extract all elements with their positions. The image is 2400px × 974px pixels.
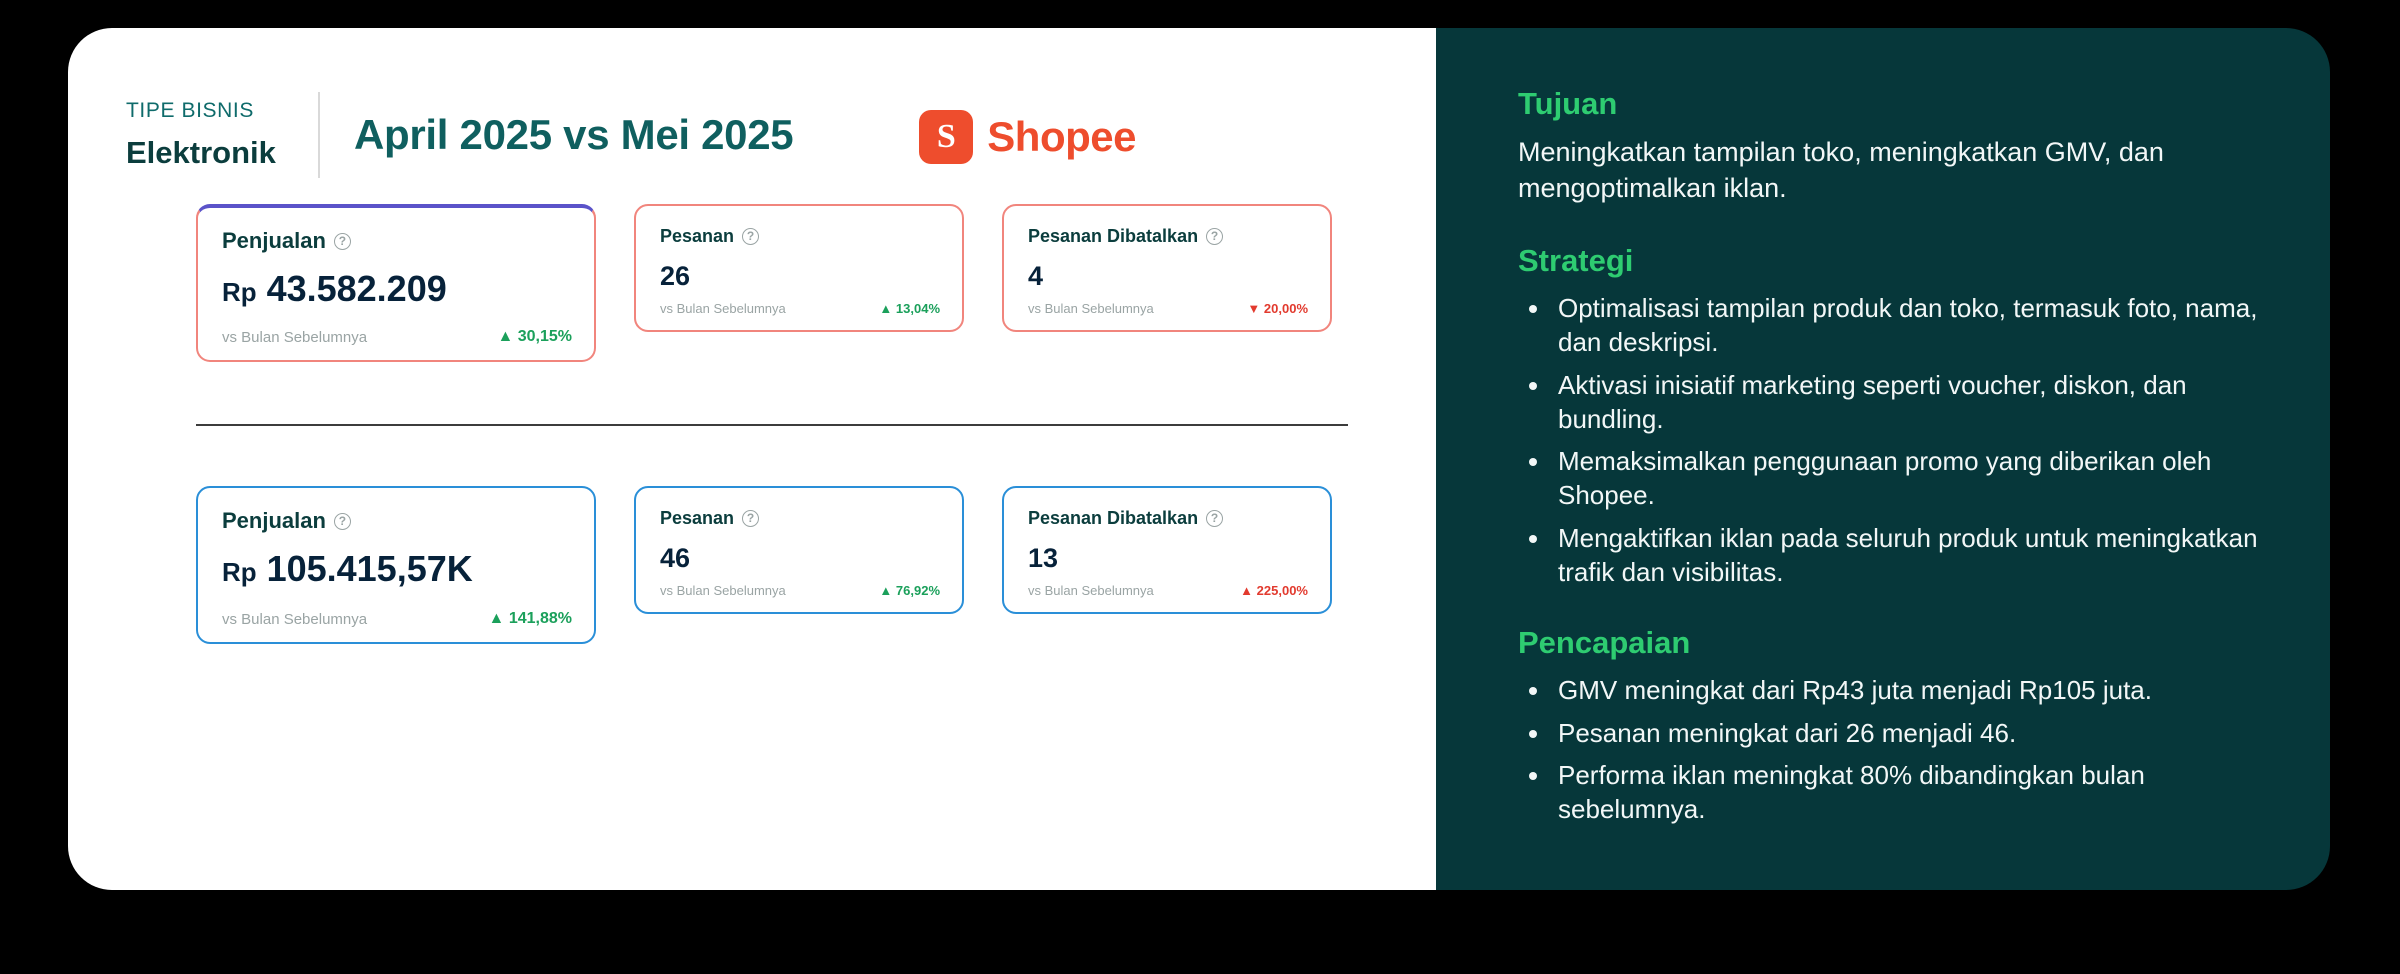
goal-text: Meningkatkan tampilan toko, meningkatkan GMV, dan mengoptimalkan iklan. (1518, 137, 2164, 204)
metric-comparison-label: vs Bulan Sebelumnya (222, 610, 368, 628)
metric-header (222, 228, 570, 254)
strategy-list (1552, 291, 2268, 590)
metric-header (660, 226, 938, 247)
metric-value (660, 543, 938, 574)
metric-amount: 26 (660, 261, 691, 291)
list-item: • Aktivasi inisiatif marketing seperti voucher, diskon, dan bundling. (1552, 368, 2268, 437)
metric-header (222, 508, 570, 534)
metric-label: Pesanan Dibatalkan (1028, 508, 1199, 528)
shopee-mark-letter: S (919, 110, 973, 164)
metric-value (222, 268, 570, 310)
metric-footer (222, 328, 572, 346)
business-type-value: Elektronik (126, 135, 276, 170)
metric-currency: Rp (222, 279, 257, 307)
metric-delta (1247, 301, 1308, 316)
metric-card-pesanan-current (634, 486, 964, 614)
metric-comparison-label: vs Bulan Sebelumnya (660, 583, 786, 598)
metrics-row-current (68, 486, 1436, 644)
metric-delta-value: 225,00% (1256, 583, 1308, 598)
metrics-row-previous (68, 204, 1436, 362)
report-card (68, 28, 2330, 890)
summary-panel (1436, 28, 2330, 890)
list-item: • Optimalisasi tampilan produk dan toko, termasuk foto, nama, dan deskripsi. (1552, 291, 2268, 360)
metric-card-penjualan-previous (196, 204, 596, 362)
metric-card-pesanan-dibatalkan-previous (1002, 204, 1332, 332)
metric-delta-arrow: ▼ (1247, 301, 1261, 316)
help-icon[interactable]: ? (1206, 510, 1223, 527)
metric-label: Penjualan (222, 228, 326, 253)
metric-value (1028, 261, 1306, 292)
help-icon[interactable]: ? (334, 513, 351, 530)
report-header (68, 80, 1436, 190)
list-item: • Mengaktifkan iklan pada seluruh produk untuk meningkatkan trafik dan visibilitas. (1552, 521, 2268, 590)
metric-currency: Rp (222, 559, 257, 587)
achievement-title: Pencapaian (1518, 625, 1691, 661)
metric-comparison-label: vs Bulan Sebelumnya (1028, 301, 1154, 316)
metric-label: Pesanan Dibatalkan (1028, 226, 1199, 246)
metrics-panel (68, 28, 1436, 890)
metric-delta (1240, 583, 1308, 598)
metric-delta-value: 76,92% (895, 583, 940, 598)
list-item: • Pesanan meningkat dari 26 menjadi 46. (1552, 716, 2268, 750)
metric-card-pesanan-dibatalkan-current (1002, 486, 1332, 614)
metric-delta (879, 583, 940, 598)
section-divider (196, 424, 1348, 426)
metric-label: Pesanan (660, 226, 735, 246)
strategy-title: Strategi (1518, 242, 1634, 278)
metric-value (1028, 543, 1306, 574)
metric-delta-arrow: ▲ (1240, 583, 1254, 598)
metric-amount: 13 (1028, 543, 1059, 573)
metric-comparison-label: vs Bulan Sebelumnya (222, 328, 368, 346)
metric-amount: 4 (1028, 261, 1044, 291)
page-title: April 2025 vs Mei 2025 (354, 111, 794, 158)
metric-delta (489, 610, 572, 628)
help-icon[interactable]: ? (742, 228, 759, 245)
metric-comparison-label: vs Bulan Sebelumnya (660, 301, 786, 316)
metric-footer (1028, 301, 1308, 316)
shopee-wordmark: Shopee (987, 113, 1136, 160)
achievement-list (1552, 673, 2268, 826)
metric-footer (660, 583, 940, 598)
metric-amount: 105.415,57K (266, 548, 473, 589)
metric-card-penjualan-current (196, 486, 596, 644)
metric-delta-arrow: ▲ (879, 301, 893, 316)
metric-delta-arrow: ▲ (497, 328, 514, 345)
metric-header (660, 508, 938, 529)
list-item: • Performa iklan meningkat 80% dibandingkan bulan sebelumnya. (1552, 758, 2268, 827)
help-icon[interactable]: ? (1206, 228, 1223, 245)
metric-amount: 43.582.209 (266, 268, 447, 309)
metric-delta (879, 301, 940, 316)
metric-delta-value: 20,00% (1263, 301, 1308, 316)
metric-header (1028, 508, 1306, 529)
metric-header (1028, 226, 1306, 247)
metric-delta-value: 30,15% (517, 328, 572, 345)
help-icon[interactable]: ? (742, 510, 759, 527)
list-item: • GMV meningkat dari Rp43 juta menjadi Rp105 juta. (1552, 673, 2268, 707)
metric-label: Penjualan (222, 508, 326, 533)
header-divider (318, 92, 320, 178)
metric-label: Pesanan (660, 508, 735, 528)
metric-value (222, 548, 570, 590)
shopee-logo (919, 110, 1136, 164)
metric-delta (497, 328, 572, 346)
help-icon[interactable]: ? (334, 233, 351, 250)
list-item: • Memaksimalkan penggunaan promo yang diberikan oleh Shopee. (1552, 444, 2268, 513)
business-type-block (126, 99, 304, 171)
metric-amount: 46 (660, 543, 691, 573)
metric-footer (1028, 583, 1308, 598)
goal-title: Tujuan (1518, 86, 1618, 121)
metric-footer (660, 301, 940, 316)
metric-card-pesanan-previous (634, 204, 964, 332)
metric-delta-arrow: ▲ (488, 610, 505, 627)
metric-footer (222, 610, 572, 628)
metric-comparison-label: vs Bulan Sebelumnya (1028, 583, 1154, 598)
metric-delta-arrow: ▲ (879, 583, 893, 598)
business-type-label: TIPE BISNIS (126, 99, 254, 122)
metric-delta-value: 141,88% (508, 610, 572, 627)
shopee-bag-icon (919, 110, 973, 164)
metric-delta-value: 13,04% (895, 301, 940, 316)
metric-value (660, 261, 938, 292)
